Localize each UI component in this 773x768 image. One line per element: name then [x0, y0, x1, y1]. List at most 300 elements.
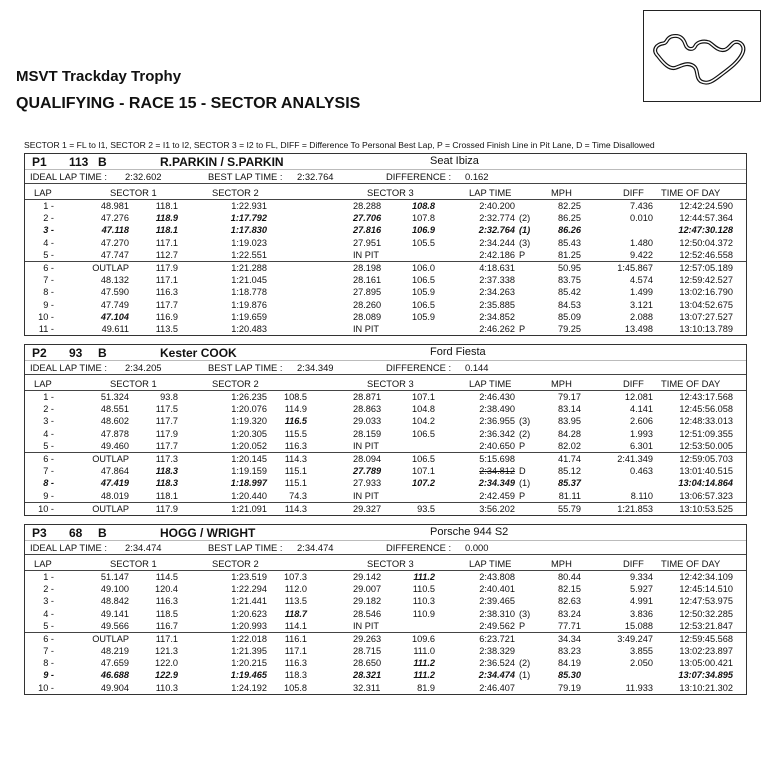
column-header-cell: LAP TIME	[469, 378, 512, 390]
cell-diff: 1.499	[630, 287, 653, 298]
cell-s3: 28.288	[353, 201, 382, 211]
cell-diff: 0.010	[630, 213, 653, 224]
cell-lap: 4 -	[43, 237, 54, 248]
cell-mph: 82.25	[558, 201, 581, 211]
cell-s2: 1:19.320	[231, 416, 267, 427]
cell-s1: 48.551	[100, 404, 129, 415]
cell-s1: OUTLAP	[92, 454, 129, 464]
cell-s1: 47.747	[100, 249, 129, 260]
cell-s1m: 112.7	[155, 249, 178, 260]
cell-lt: 2:34.474	[478, 670, 515, 681]
lap-row	[25, 452, 746, 465]
best-label: BEST LAP TIME :	[208, 541, 283, 553]
cell-diff: 1.993	[630, 428, 653, 439]
cell-s1: 49.611	[101, 323, 129, 334]
cell-mph: 85.37	[558, 478, 581, 489]
cell-s1: 47.118	[101, 225, 129, 236]
cell-s1: 47.749	[100, 299, 129, 310]
cell-s2m: 115.1	[284, 466, 307, 477]
cell-s3: 32.311	[353, 682, 381, 693]
driver-name: R.PARKIN / S.PARKIN	[160, 155, 284, 169]
cell-lt: 2:42.186	[479, 249, 515, 260]
cell-lap: 10 -	[38, 311, 54, 322]
lap-row	[25, 608, 746, 620]
cell-lap: 2 -	[43, 404, 54, 415]
cell-fl: P	[519, 620, 526, 631]
cell-tod: 13:04:52.675	[679, 299, 733, 310]
cell-s2: 1:18.778	[231, 287, 267, 298]
position: P1	[32, 155, 47, 169]
cell-fl: (1)	[519, 670, 531, 681]
cell-fl: (3)	[519, 237, 531, 248]
lap-row	[25, 274, 746, 286]
cell-s1m: 93.8	[160, 392, 178, 403]
cell-fl: P	[519, 440, 526, 451]
cell-s3m: 110.9	[412, 608, 435, 619]
cell-s1m: 117.9	[155, 262, 178, 273]
cell-tod: 12:53:21.847	[679, 620, 733, 631]
difference-value: 0.000	[465, 541, 489, 553]
cell-tod: 12:43:17.568	[679, 392, 733, 403]
cell-fl: (1)	[519, 225, 531, 236]
cell-s2m: 118.7	[284, 608, 307, 619]
lap-row	[25, 261, 746, 274]
lap-row	[25, 682, 746, 694]
cell-s1m: 116.3	[155, 596, 178, 607]
cell-s2m: 116.1	[284, 633, 307, 644]
cell-tod: 12:59:05.703	[679, 454, 733, 464]
cell-s1: 49.566	[100, 620, 129, 631]
cell-s1: 51.147	[100, 571, 129, 582]
cell-lap: 8 -	[43, 287, 54, 298]
cell-s2m: 114.9	[284, 404, 307, 415]
cell-diff: 1:21.853	[617, 503, 653, 514]
cell-mph: 86.26	[558, 225, 581, 236]
cell-lt: 5:15.698	[479, 454, 515, 464]
cell-lt: 2:36.524	[479, 658, 515, 669]
cell-tod: 12:45:14.510	[679, 584, 733, 595]
cell-s2: 1:20.483	[231, 323, 267, 334]
cell-s1: 47.104	[100, 311, 129, 322]
entry-info	[25, 541, 746, 555]
cell-fl: P	[519, 490, 526, 501]
cell-s2: 1:26.235	[231, 392, 267, 403]
cell-diff: 12.081	[624, 392, 653, 403]
lap-row	[25, 465, 746, 477]
ideal-lap-time: 2:34.205	[125, 362, 162, 374]
cell-diff: 4.574	[630, 275, 653, 286]
cell-s3m: 111.2	[413, 571, 435, 582]
cell-s2: 1:22.018	[231, 633, 267, 644]
cell-tod: 12:57:05.189	[679, 262, 733, 273]
cell-mph: 41.74	[558, 454, 581, 464]
cell-mph: 83.14	[558, 404, 581, 415]
cell-lap: 5 -	[43, 249, 54, 260]
cell-lap: 7 -	[43, 275, 54, 286]
cell-s2: 1:21.395	[231, 646, 267, 657]
cell-s3: 28.863	[353, 404, 382, 415]
cell-s1: 48.981	[100, 201, 129, 211]
cell-tod: 12:51:09.355	[679, 428, 733, 439]
cell-lap: 7 -	[43, 646, 54, 657]
cell-lap: 9 -	[43, 299, 54, 310]
series-title: MSVT Trackday Trophy	[16, 68, 182, 85]
cell-tod: 12:53:50.005	[679, 440, 733, 451]
cell-fl: (2)	[519, 428, 531, 439]
lap-row	[25, 632, 746, 645]
lap-row	[25, 415, 746, 427]
results-list	[24, 153, 747, 703]
lap-row	[25, 477, 746, 489]
lap-row	[25, 595, 746, 607]
cell-s2m: 116.3	[284, 440, 307, 451]
cell-mph: 82.15	[558, 584, 581, 595]
ideal-lap-time: 2:32.602	[125, 171, 162, 182]
column-header-cell: TIME OF DAY	[661, 557, 721, 569]
difference-label: DIFFERENCE :	[386, 362, 452, 374]
session-title: QUALIFYING - RACE 15 - SECTOR ANALYSIS	[16, 95, 361, 112]
cell-mph: 83.95	[558, 416, 581, 427]
lap-row	[25, 428, 746, 440]
cell-tod: 13:06:57.323	[679, 490, 733, 501]
car-number: 93	[69, 346, 83, 361]
cell-s3: 27.816	[353, 225, 382, 236]
cell-s1: 49.100	[100, 584, 129, 595]
cell-s2: 1:23.519	[231, 571, 267, 582]
cell-lap: 10 -	[38, 503, 54, 514]
ideal-lap-time: 2:34.474	[125, 541, 162, 553]
cell-s2: 1:20.076	[231, 404, 267, 415]
cell-lt: 2:34.349	[478, 478, 515, 489]
cell-diff: 2:41.349	[617, 454, 653, 464]
cell-mph: 85.43	[558, 237, 581, 248]
cell-tod: 13:10:53.525	[679, 503, 733, 514]
cell-diff: 7.436	[630, 201, 653, 211]
cell-s1m: 118.3	[155, 478, 178, 489]
cell-s3m: 111.2	[413, 658, 435, 669]
cell-s1m: 114.5	[155, 571, 178, 582]
cell-s1m: 116.7	[155, 620, 178, 631]
cell-lt: 2:40.200	[479, 201, 515, 211]
cell-s3m: 110.5	[412, 584, 435, 595]
cell-tod: 13:02:16.790	[679, 287, 733, 298]
cell-mph: 84.19	[558, 658, 581, 669]
cell-s2: 1:19.465	[230, 670, 267, 681]
lap-row	[25, 490, 746, 502]
column-header-cell: SECTOR 2	[212, 557, 259, 569]
cell-s1: 46.688	[100, 670, 129, 681]
cell-tod: 12:42:34.109	[679, 571, 733, 582]
cell-s2m: 115.5	[284, 428, 307, 439]
ideal-label: IDEAL LAP TIME :	[30, 541, 107, 553]
cell-s3m: 81.9	[417, 682, 435, 693]
entry-info	[25, 361, 746, 375]
column-header-cell: SECTOR 2	[212, 187, 259, 198]
cell-tod: 12:59:42.527	[679, 275, 733, 286]
column-header-cell: TIME OF DAY	[661, 187, 721, 198]
cell-s3m: 106.5	[412, 299, 435, 310]
class-badge: B	[98, 155, 107, 169]
car-number: 68	[69, 525, 83, 540]
track-map	[643, 10, 761, 102]
cell-s2: 1:22.931	[231, 201, 267, 211]
cell-s2: 1:20.305	[231, 428, 267, 439]
entry-header	[25, 154, 746, 170]
entry-section	[24, 153, 747, 336]
cell-diff: 3.855	[630, 646, 653, 657]
cell-s2: 1:21.441	[231, 596, 267, 607]
cell-tod: 12:47:30.128	[678, 225, 733, 236]
cell-fl: P	[519, 323, 526, 334]
lap-row	[25, 323, 746, 335]
cell-tod: 12:45:56.058	[679, 404, 733, 415]
cell-s1: OUTLAP	[92, 503, 129, 514]
cell-lap: 4 -	[43, 428, 54, 439]
best-label: BEST LAP TIME :	[208, 171, 283, 182]
cell-lt: 6:23.721	[479, 633, 515, 644]
cell-lap: 11 -	[38, 323, 54, 334]
cell-s2: 1:20.052	[231, 440, 267, 451]
cell-lap: 3 -	[43, 225, 54, 236]
cell-s2m: 105.8	[284, 682, 307, 693]
cell-lap: 5 -	[43, 440, 54, 451]
cell-s1m: 117.5	[155, 404, 178, 415]
ideal-label: IDEAL LAP TIME :	[30, 362, 107, 374]
cell-s1m: 117.1	[155, 275, 178, 286]
driver-name: Kester COOK	[160, 346, 237, 361]
cell-mph: 79.19	[558, 682, 581, 693]
cell-lap: 8 -	[43, 658, 54, 669]
cell-lap: 1 -	[43, 571, 54, 582]
cell-s2m: 116.5	[284, 416, 307, 427]
cell-s1: 49.460	[100, 440, 129, 451]
lap-row	[25, 224, 746, 236]
cell-s3m: 106.0	[412, 262, 435, 273]
cell-tod: 12:44:57.364	[679, 213, 733, 224]
column-header-cell: LAP	[34, 187, 52, 198]
cell-s1m: 117.1	[155, 237, 178, 248]
cell-s2: 1:17.792	[230, 213, 267, 224]
column-header-cell: SECTOR 3	[367, 557, 414, 569]
cell-fl: (3)	[519, 608, 531, 619]
column-header-cell: SECTOR 1	[110, 187, 157, 198]
cell-s3m: 106.5	[412, 428, 435, 439]
cell-fl: (2)	[519, 213, 531, 224]
cell-lap: 9 -	[43, 670, 54, 681]
cell-s1m: 117.7	[155, 440, 178, 451]
cell-lt: 2:43.808	[479, 571, 515, 582]
driver-name: HOGG / WRIGHT	[160, 525, 256, 540]
cell-s3: 28.546	[353, 608, 382, 619]
cell-tod: 13:02:23.897	[679, 646, 733, 657]
column-header-cell: MPH	[551, 378, 572, 390]
cell-lap: 2 -	[43, 213, 54, 224]
cell-lap: 4 -	[43, 608, 54, 619]
cell-s1m: 110.3	[155, 682, 178, 693]
cell-s2: 1:21.091	[231, 503, 267, 514]
cell-s1: 47.419	[100, 478, 129, 489]
entry-section	[24, 524, 747, 695]
cell-s3m: 111.0	[413, 646, 435, 657]
best-lap-time: 2:34.349	[297, 362, 334, 374]
cell-lt: 3:56.202	[479, 503, 515, 514]
lap-row	[25, 200, 746, 212]
cell-s3: 29.033	[353, 416, 382, 427]
column-header-cell: SECTOR 1	[110, 557, 157, 569]
difference-value: 0.162	[465, 171, 489, 182]
cell-s1m: 118.1	[155, 490, 178, 501]
cell-mph: 81.25	[558, 249, 581, 260]
legend-text: SECTOR 1 = FL to I1, SECTOR 2 = I1 to I2, SECTOR 3 = I2 to FL, DIFF = Difference To Personal Best Lap, P = Crossed Finish Line in Pit Lane, D = Time Disallowed	[24, 140, 655, 150]
cell-s3: 29.182	[353, 596, 382, 607]
lap-row	[25, 403, 746, 415]
cell-fl: P	[519, 249, 526, 260]
column-header-cell: DIFF	[623, 557, 644, 569]
entry-header	[25, 525, 746, 541]
cell-lt: 2:34.244	[479, 237, 515, 248]
cell-lap: 8 -	[43, 478, 54, 489]
cell-s3: IN PIT	[353, 249, 380, 260]
cell-tod: 13:04:14.864	[678, 478, 733, 489]
cell-s3: 28.871	[353, 392, 382, 403]
cell-s2m: 115.1	[284, 478, 307, 489]
cell-s2: 1:19.876	[231, 299, 267, 310]
lap-row	[25, 583, 746, 595]
car-model: Porsche 944 S2	[430, 525, 509, 538]
lap-row	[25, 657, 746, 669]
cell-mph: 79.17	[558, 392, 581, 403]
cell-diff: 4.141	[630, 404, 653, 415]
cell-diff: 13.498	[624, 323, 653, 334]
cell-s1: 47.270	[100, 237, 129, 248]
lap-row	[25, 571, 746, 583]
cell-tod: 13:07:27.527	[679, 311, 733, 322]
cell-s1m: 118.1	[155, 225, 178, 236]
cell-diff: 2.606	[630, 416, 653, 427]
cell-diff: 1:45.867	[617, 262, 653, 273]
column-header	[25, 186, 746, 200]
lap-row	[25, 391, 746, 403]
cell-tod: 12:47:53.975	[679, 596, 733, 607]
difference-value: 0.144	[465, 362, 489, 374]
cell-s2m: 114.1	[284, 620, 307, 631]
best-label: BEST LAP TIME :	[208, 362, 283, 374]
cell-s2: 1:20.440	[231, 490, 267, 501]
cell-s3: 29.142	[353, 571, 382, 582]
lap-row	[25, 669, 746, 681]
cell-fl: (2)	[519, 658, 531, 669]
cell-mph: 85.12	[558, 466, 581, 477]
cell-tod: 12:42:24.590	[679, 201, 733, 211]
cell-s1m: 118.5	[155, 608, 178, 619]
best-lap-time: 2:34.474	[297, 541, 334, 553]
cell-s1: 48.602	[100, 416, 129, 427]
cell-s3m: 107.1	[412, 466, 435, 477]
cell-s1: 47.590	[100, 287, 129, 298]
cell-mph: 79.25	[558, 323, 581, 334]
column-header-cell: LAP	[34, 557, 52, 569]
cell-lap: 1 -	[43, 392, 54, 403]
cell-s3: IN PIT	[353, 440, 380, 451]
cell-s2: 1:22.551	[231, 249, 267, 260]
cell-diff: 2.050	[630, 658, 653, 669]
cell-s1m: 118.1	[155, 201, 178, 211]
cell-s2m: 74.3	[289, 490, 307, 501]
cell-s1: 51.324	[100, 392, 129, 403]
cell-mph: 86.25	[558, 213, 581, 224]
cell-s3: 27.895	[353, 287, 382, 298]
cell-tod: 12:52:46.558	[679, 249, 733, 260]
cell-s3: 28.161	[353, 275, 382, 286]
cell-s3: 27.789	[353, 466, 382, 477]
cell-mph: 34.34	[558, 633, 581, 644]
cell-s3m: 109.6	[412, 633, 435, 644]
cell-s3: 29.263	[353, 633, 382, 644]
cell-s1m: 120.4	[155, 584, 178, 595]
lap-row	[25, 311, 746, 323]
cell-lt: 2:39.465	[479, 596, 515, 607]
cell-s3: IN PIT	[353, 620, 380, 631]
cell-s3: 28.094	[353, 454, 382, 464]
cell-mph: 85.09	[558, 311, 581, 322]
cell-s1m: 113.5	[155, 323, 178, 334]
cell-s3: IN PIT	[353, 490, 380, 501]
cell-s1m: 121.3	[155, 646, 178, 657]
cell-s3m: 105.5	[412, 237, 435, 248]
cell-lap: 2 -	[43, 584, 54, 595]
column-header-cell: SECTOR 3	[367, 187, 414, 198]
cell-mph: 50.95	[558, 262, 581, 273]
cell-mph: 82.02	[558, 440, 581, 451]
cell-diff: 8.110	[630, 490, 653, 501]
cell-lt: 2:34.263	[479, 287, 515, 298]
cell-s1m: 117.3	[155, 454, 178, 464]
cell-diff: 15.088	[624, 620, 653, 631]
cell-s1m: 116.9	[155, 311, 178, 322]
cell-s3: 28.260	[353, 299, 382, 310]
cell-diff: 0.463	[630, 466, 653, 477]
cell-tod: 13:07:34.895	[678, 670, 733, 681]
cell-diff: 3.836	[630, 608, 653, 619]
cell-s1: 47.878	[100, 428, 129, 439]
cell-lap: 7 -	[43, 466, 54, 477]
cell-s3: 27.933	[353, 478, 382, 489]
cell-mph: 80.44	[558, 571, 581, 582]
cell-diff: 3:49.247	[617, 633, 653, 644]
column-header-cell: SECTOR 3	[367, 378, 414, 390]
cell-s1: 49.141	[100, 608, 129, 619]
cell-s2m: 114.3	[284, 454, 307, 464]
entry-info	[25, 170, 746, 184]
position: P2	[32, 346, 47, 361]
difference-label: DIFFERENCE :	[386, 541, 452, 553]
cell-s3: 28.321	[353, 670, 382, 681]
cell-s2: 1:19.659	[231, 311, 267, 322]
cell-mph: 84.28	[558, 428, 581, 439]
cell-lt: 2:38.329	[479, 646, 515, 657]
cell-mph: 85.42	[558, 287, 581, 298]
lap-row	[25, 286, 746, 298]
cell-s1: 48.219	[100, 646, 129, 657]
class-badge: B	[98, 525, 107, 540]
cell-s1m: 117.7	[155, 416, 178, 427]
cell-s2: 1:18.997	[230, 478, 267, 489]
cell-lap: 10 -	[38, 682, 54, 693]
cell-lt: 2:37.338	[479, 275, 515, 286]
column-header-cell: DIFF	[623, 187, 644, 198]
lap-row	[25, 440, 746, 452]
column-header-cell: DIFF	[623, 378, 644, 390]
